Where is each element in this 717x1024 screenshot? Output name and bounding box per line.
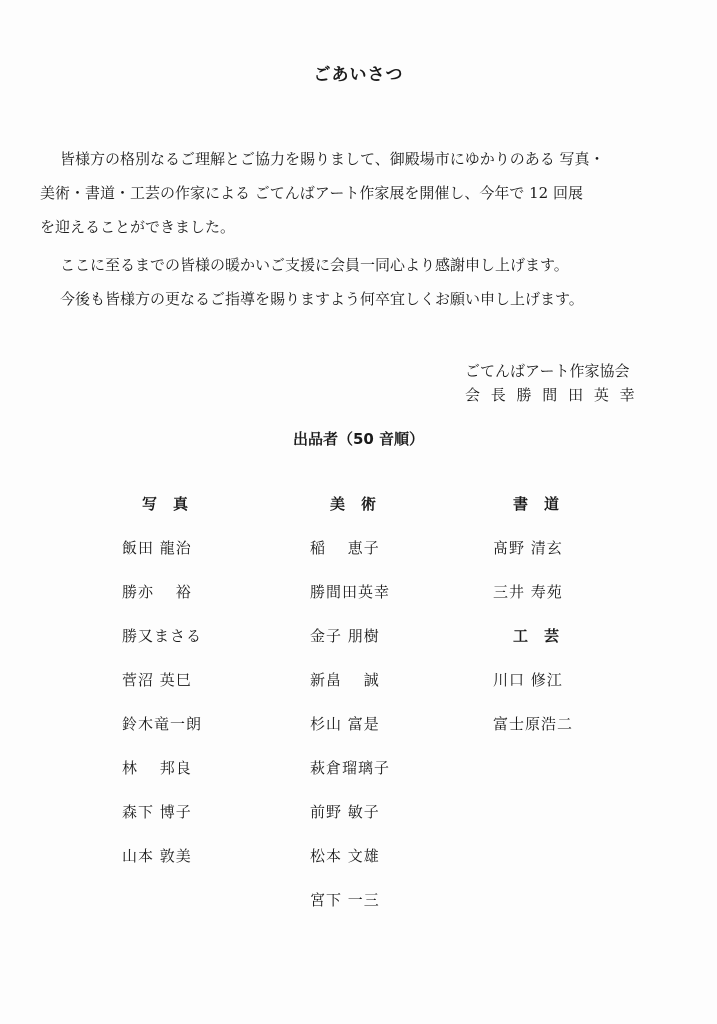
greeting-line-3: を迎えることができました。: [40, 218, 236, 236]
exhibitor-name: 三井 寿苑: [493, 583, 563, 601]
exhibitor-name: 菅沼 英巳: [122, 671, 192, 689]
exhibitor-name: 勝間田英幸: [310, 583, 391, 601]
column-calligraphy-craft: [493, 493, 575, 757]
greeting-paragraph-2: ここに至るまでの皆様の暖かいご支援に会員一同心より感謝申し上げます。: [60, 256, 569, 274]
exhibitor-name: 金子 朋樹: [310, 627, 380, 645]
column-heading-craft: 工芸: [513, 627, 576, 645]
exhibitor-name: 前野 敏子: [310, 803, 380, 821]
exhibitor-name: 髙野 清玄: [493, 539, 563, 557]
exhibitors-heading: 出品者（50 音順）: [292, 430, 425, 448]
signature: [465, 359, 638, 407]
exhibitor-name: 宮下 一三: [310, 891, 380, 909]
signature-org: ごてんばアート作家協会: [465, 362, 630, 380]
exhibitor-name: 飯田 龍治: [122, 539, 192, 557]
exhibitor-name: 山本 敦美: [122, 847, 192, 865]
greeting-paragraph-1: [40, 148, 680, 250]
greeting-line-1: 皆様方の格別なるご理解とご協力を賜りまして、御殿場市にゆかりのある 写真・: [60, 150, 605, 168]
exhibitor-name: 鈴木竜一朗: [122, 715, 203, 733]
greeting-paragraph-3: 今後も皆様方の更なるご指導を賜りますよう何卒宜しくお願い申し上げます。: [60, 290, 584, 308]
exhibitor-name: 稲 恵子: [310, 539, 380, 557]
column-art: [310, 493, 392, 933]
exhibitor-name: 新畠 誠: [310, 671, 380, 689]
column-heading-photo: 写真: [142, 495, 205, 513]
exhibitor-name: 富士原浩二: [493, 715, 574, 733]
exhibitor-name: 森下 博子: [122, 803, 192, 821]
exhibitor-name: 川口 修江: [493, 671, 563, 689]
exhibitor-name: 林 邦良: [122, 759, 192, 777]
signature-president: 会 長 勝 間 田 英 幸: [465, 386, 638, 404]
exhibitor-name: 萩倉瑠璃子: [310, 759, 391, 777]
column-heading-art: 美術: [330, 495, 393, 513]
column-photo: [122, 493, 204, 889]
exhibitor-name: 杉山 富是: [310, 715, 380, 733]
greeting-line-2: 美術・書道・工芸の作家による ごてんばアート作家展を開催し、今年で 12 回展: [40, 184, 583, 202]
exhibitor-name: 勝又まさる: [122, 627, 203, 645]
exhibitor-name: 松本 文雄: [310, 847, 380, 865]
exhibitor-name: 勝亦 裕: [122, 583, 192, 601]
column-heading-calligraphy: 書道: [513, 495, 576, 513]
page-title: ごあいさつ: [313, 65, 404, 85]
